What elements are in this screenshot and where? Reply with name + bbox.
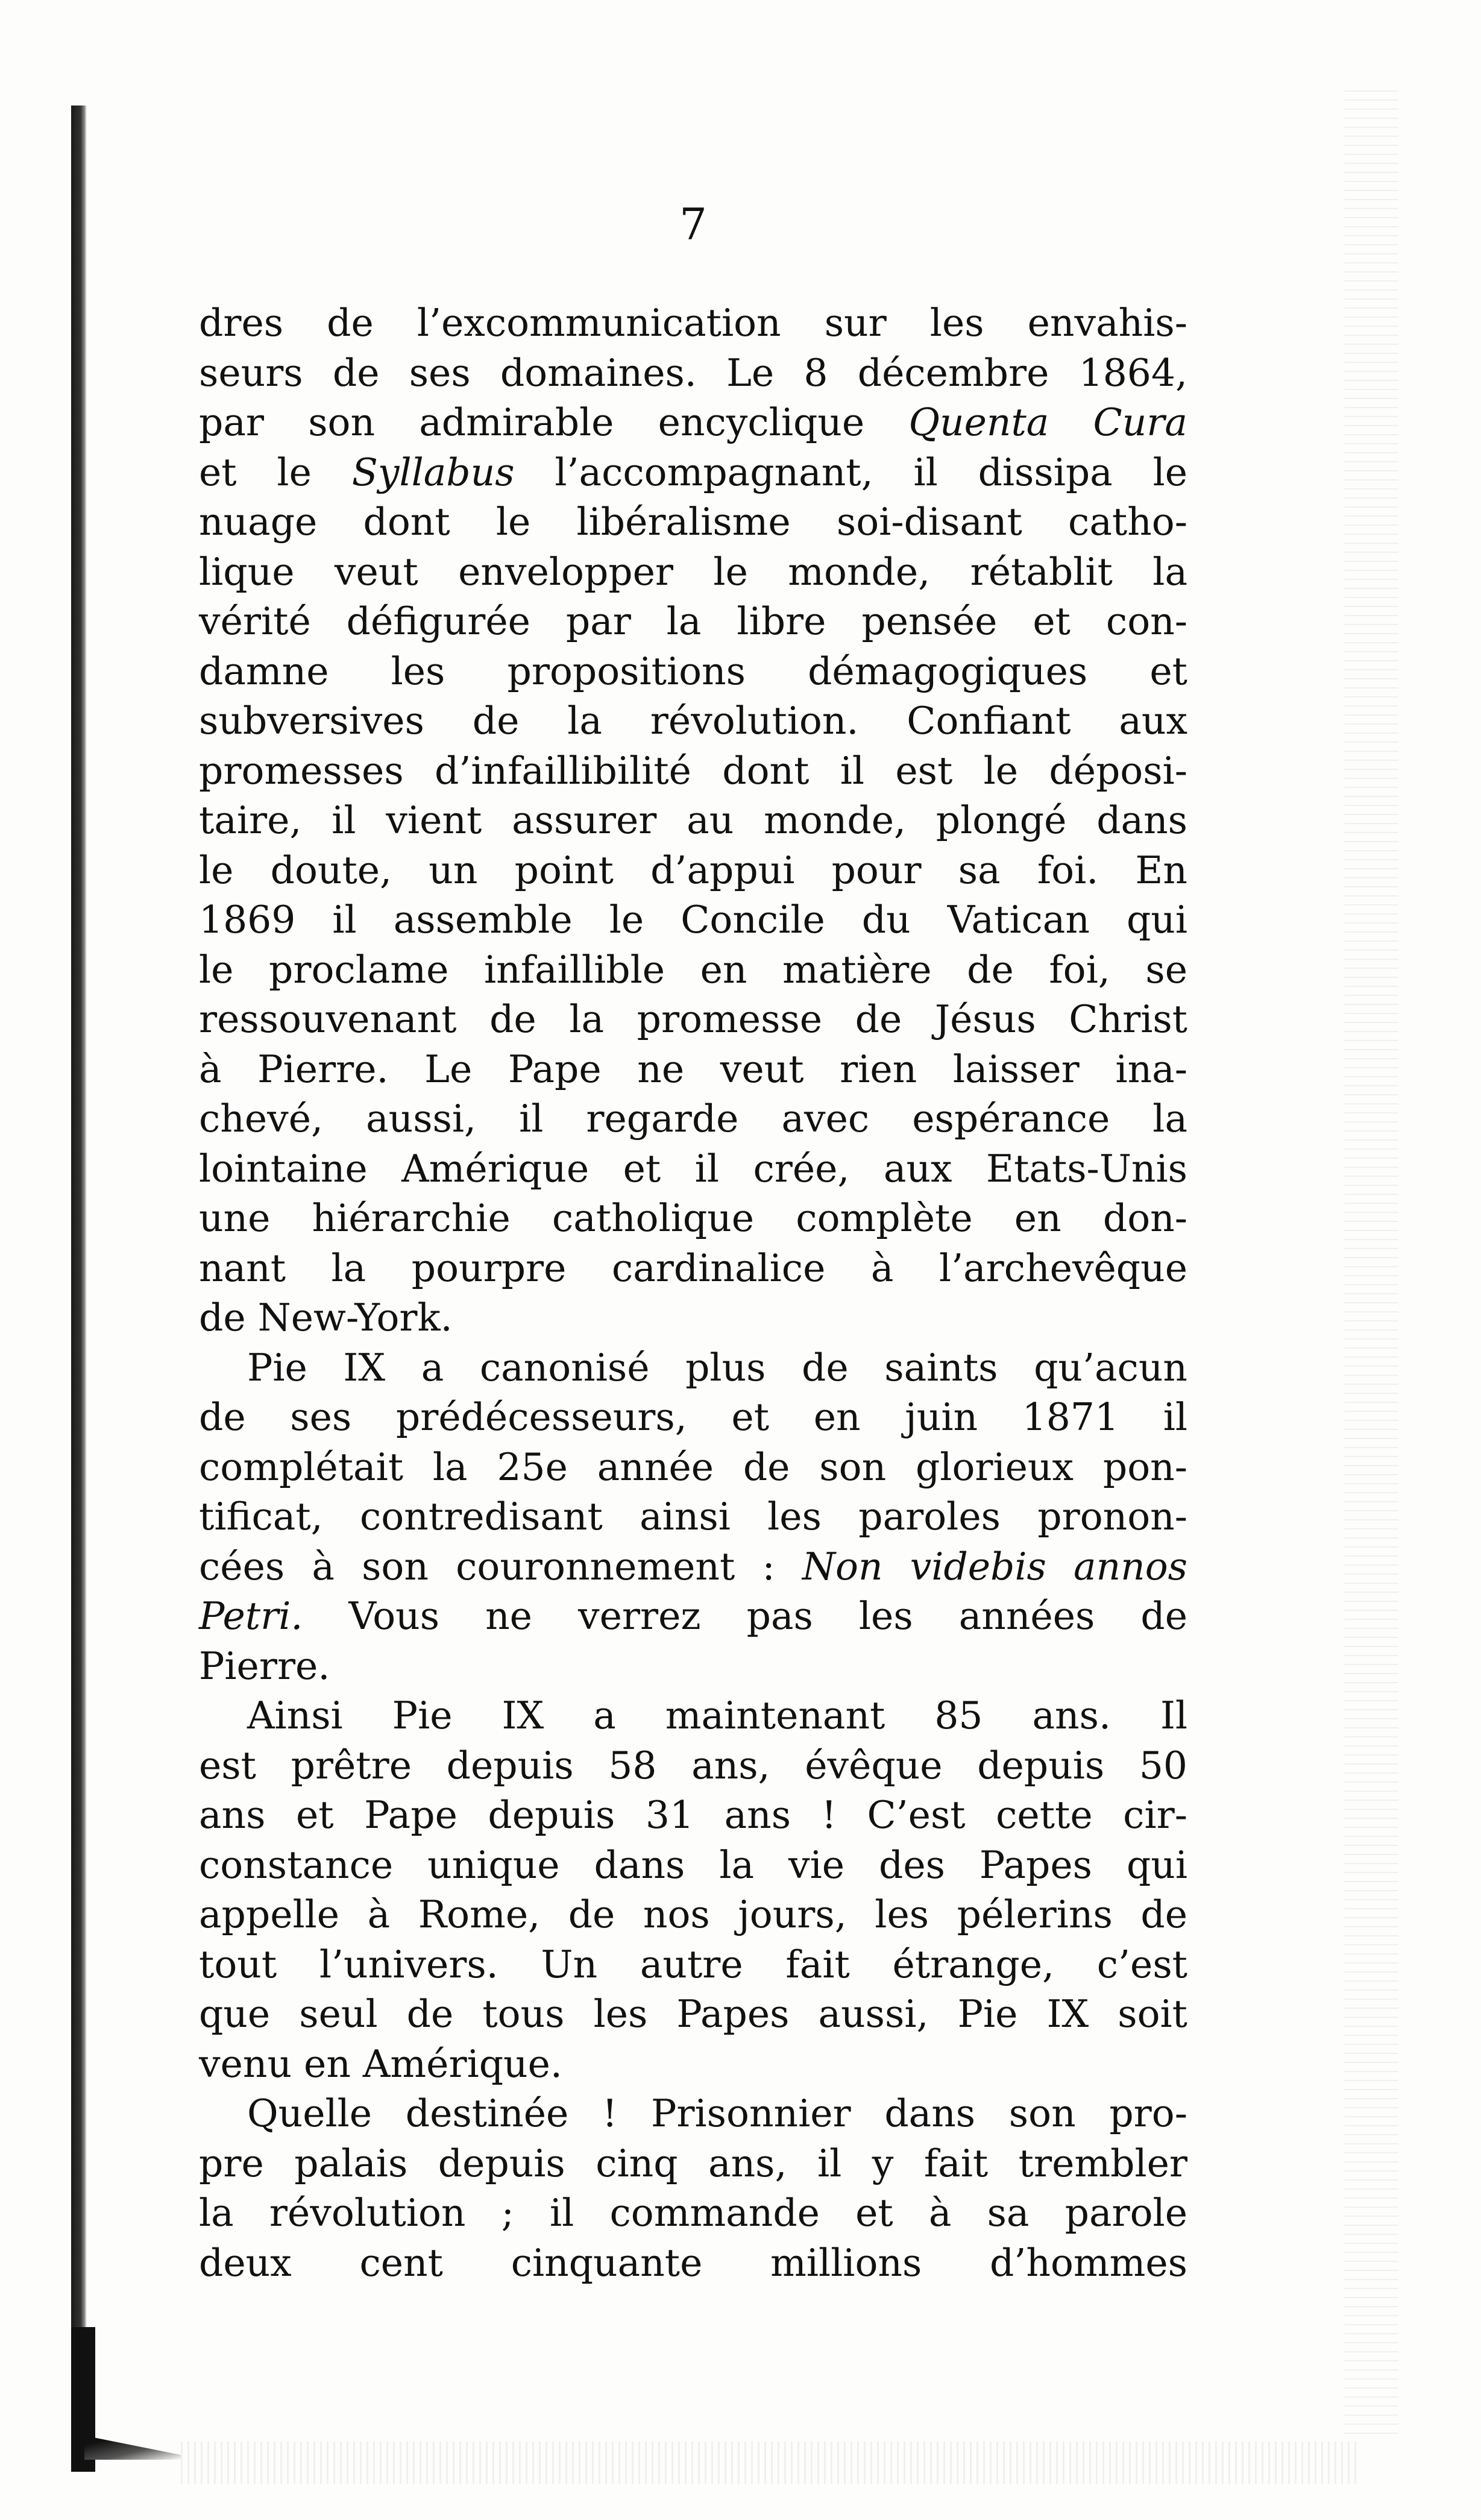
scan-noise-bottom (181, 2442, 1356, 2484)
text-segment: appelle à Rome, de nos jours, les pélerins de (199, 1892, 1187, 1936)
text-segment: à Pierre. Le Pape ne veut rien laisser ina- (199, 1047, 1187, 1091)
text-line (199, 2040, 1187, 2090)
text-segment: promesses d’infaillibilité dont il est le déposi- (199, 748, 1187, 793)
text-segment: et le (199, 450, 352, 494)
italic-text: Quenta Cura (908, 400, 1187, 444)
text-line (199, 796, 1187, 846)
text-segment: taire, il vient assurer au monde, plongé dans (199, 798, 1187, 842)
text-line (199, 895, 1187, 945)
text-line (199, 1244, 1187, 1294)
text-line (199, 995, 1187, 1045)
text-line (199, 1741, 1187, 1791)
text-segment: ressouvenant de la promesse de Jésus Christ (199, 997, 1187, 1041)
italic-text: Petri. (199, 1594, 303, 1638)
text-segment: cées à son couronnement : (199, 1544, 802, 1589)
text-segment: lointaine Amérique et il crée, aux Etats-Unis (199, 1146, 1187, 1191)
text-line (199, 1940, 1187, 1990)
text-line (199, 945, 1187, 995)
scan-noise-right (1344, 90, 1398, 2442)
text-segment: tout l’univers. Un autre fait étrange, c’est (199, 1942, 1187, 1986)
binding-shadow (71, 106, 87, 2390)
text-line (199, 1841, 1187, 1891)
text-segment: 1869 il assemble le Concile du Vatican qui (199, 898, 1187, 942)
text-line (199, 696, 1187, 746)
text-line (199, 2238, 1187, 2288)
page-number: 7 (679, 199, 707, 250)
text-segment: par son admirable encyclique (199, 400, 909, 444)
text-segment: vérité défigurée par la libre pensée et con- (199, 599, 1187, 643)
text-segment: le doute, un point d’appui pour sa foi. En (199, 848, 1187, 892)
text-segment: Vous ne verrez pas les années de (303, 1594, 1187, 1638)
text-segment: de ses prédécesseurs, et en juin 1871 il (199, 1395, 1187, 1439)
text-line (199, 746, 1187, 796)
text-segment: est prêtre depuis 58 ans, évêque depuis 50 (199, 1743, 1187, 1788)
text-line (199, 647, 1187, 697)
text-line (199, 1642, 1187, 1692)
text-line (199, 1492, 1187, 1542)
text-segment: dres de l’excommunication sur les envahis- (199, 301, 1187, 345)
text-line (199, 1194, 1187, 1244)
text-line (199, 547, 1187, 597)
text-segment: subversives de la révolution. Confiant aux (199, 699, 1187, 743)
text-line (199, 1343, 1187, 1393)
text-segment: l’accompagnant, il dissipa le (514, 450, 1188, 494)
text-line (199, 497, 1187, 547)
text-line (199, 597, 1187, 647)
text-line (199, 1592, 1187, 1642)
text-segment: que seul de tous les Papes aussi, Pie IX soit (199, 1992, 1187, 2036)
text-line (199, 2188, 1187, 2238)
text-segment: complétait la 25e année de son glorieux pon- (199, 1444, 1187, 1489)
text-line (199, 1989, 1187, 2040)
text-segment: nant la pourpre cardinalice à l’archevêque (199, 1246, 1187, 1290)
text-segment: Quelle destinée ! Prisonnier dans son pro- (247, 2091, 1187, 2135)
italic-text: Syllabus (351, 450, 515, 494)
text-line (199, 1393, 1187, 1443)
text-line (199, 448, 1187, 498)
text-line (199, 398, 1187, 448)
text-line (199, 2089, 1187, 2139)
text-segment: constance unique dans la vie des Papes qui (199, 1842, 1187, 1887)
italic-text: Non videbis annos (802, 1544, 1188, 1589)
text-segment: pre palais depuis cinq ans, il y fait trembler (199, 2141, 1187, 2185)
body-text (199, 298, 1187, 2288)
text-segment: Pierre. (199, 1643, 330, 1688)
text-segment: le proclame infaillible en matière de foi, se (199, 947, 1187, 992)
text-segment: chevé, aussi, il regarde avec espérance la (199, 1097, 1187, 1141)
text-line (199, 1791, 1187, 1841)
text-line (199, 1045, 1187, 1095)
text-line (199, 2139, 1187, 2189)
text-segment: deux cent cinquante millions d’hommes (199, 2240, 1187, 2285)
text-segment: damne les propositions démagogiques et (199, 649, 1187, 693)
text-segment: de New-York. (199, 1296, 453, 1340)
text-line (199, 1144, 1187, 1194)
text-segment: Ainsi Pie IX a maintenant 85 ans. Il (247, 1693, 1187, 1737)
text-line (199, 1293, 1187, 1343)
text-segment: ans et Pape depuis 31 ans ! C’est cette cir- (199, 1793, 1187, 1837)
text-line (199, 846, 1187, 896)
text-segment: lique veut envelopper le monde, rétablit la (199, 549, 1187, 594)
page-corner-shadow (84, 2436, 181, 2460)
text-line (199, 348, 1187, 398)
text-segment: venu en Amérique. (199, 2041, 562, 2086)
text-line (199, 1691, 1187, 1741)
text-line (199, 1443, 1187, 1493)
text-segment: nuage dont le libéralisme soi-disant catho- (199, 500, 1187, 544)
text-segment: seurs de ses domaines. Le 8 décembre 1864, (199, 350, 1187, 395)
text-line (199, 298, 1187, 348)
text-line (199, 1094, 1187, 1144)
text-segment: une hiérarchie catholique complète en don- (199, 1196, 1187, 1240)
text-segment: Pie IX a canonisé plus de saints qu’acun (247, 1345, 1187, 1390)
text-line (199, 1890, 1187, 1940)
text-segment: la révolution ; il commande et à sa parole (199, 2191, 1187, 2235)
text-segment: tificat, contredisant ainsi les paroles pronon- (199, 1495, 1187, 1539)
text-line (199, 1542, 1187, 1592)
